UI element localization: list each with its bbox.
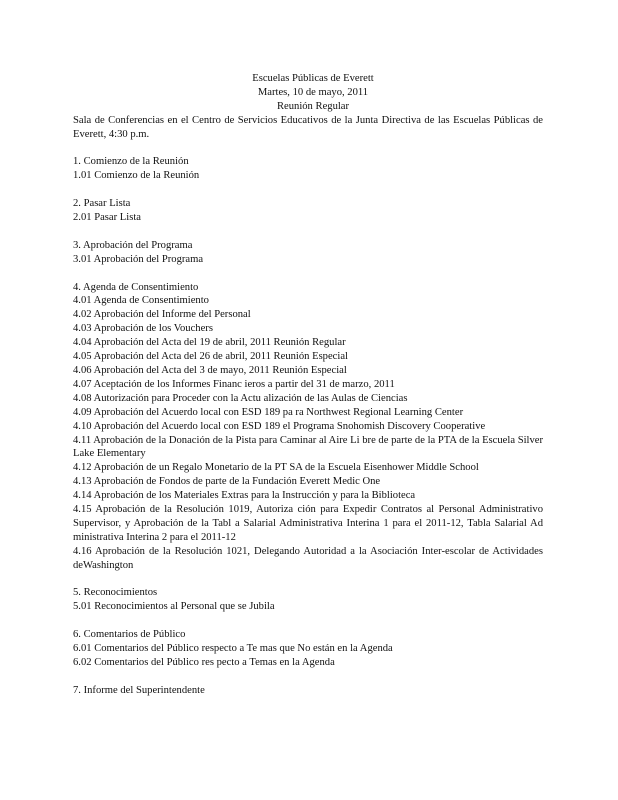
agenda-item: 4.11 Aprobación de la Donación de la Pista para Caminar al Aire Li bre de parte de la PTA de la Escuela Silver Lake Elementary bbox=[73, 434, 543, 460]
meeting-date: Martes, 10 de mayo, 2011 bbox=[257, 86, 369, 98]
section-4-title: 4. Agenda de Consentimiento bbox=[73, 281, 199, 293]
agenda-item: 3.01 Aprobación del Programa bbox=[73, 253, 204, 265]
meeting-type: Reunión Regular bbox=[276, 100, 350, 112]
agenda-item: 4.14 Aprobación de los Materiales Extras para la Instrucción y para la Biblioteca bbox=[73, 490, 416, 502]
agenda-item: 4.08 Autorización para Proceder con la Actu alización de las Aulas de Ciencias bbox=[73, 392, 408, 404]
section-7-title: 7. Informe del Superintendente bbox=[73, 684, 205, 696]
district-name: Escuelas Públicas de Everett bbox=[252, 73, 374, 84]
agenda-item: 4.12 Aprobación de un Regalo Monetario de la PT SA de la Escuela Eisenhower Middle School bbox=[73, 462, 479, 474]
agenda-item: 6.01 Comentarios del Público respecto a Te mas que No están en la Agenda bbox=[73, 643, 393, 655]
agenda-item: 2.01 Pasar Lista bbox=[73, 212, 141, 224]
section-5-title: 5. Reconocimientos bbox=[73, 587, 158, 599]
agenda-item: 1.01 Comienzo de la Reunión bbox=[73, 170, 200, 182]
agenda-item: 4.09 Aprobación del Acuerdo local con ESD 189 pa ra Northwest Regional Learning Center bbox=[73, 406, 464, 418]
meeting-location: Sala de Conferencias en el Centro de Servicios Educativos de la Junta Directiva de las Escuelas Públicas de Everett, 4:30 p.m. bbox=[73, 114, 543, 140]
agenda-item: 4.07 Aceptación de los Informes Financ ieros a partir del 31 de marzo, 2011 bbox=[73, 378, 395, 390]
agenda-document bbox=[73, 72, 543, 698]
agenda-item: 4.04 Aprobación del Acta del 19 de abril, 2011 Reunión Regular bbox=[73, 337, 346, 349]
agenda-item: 4.13 Aprobación de Fondos de parte de la Fundación Everett Medic One bbox=[73, 476, 381, 488]
section-3-title: 3. Aprobación del Programa bbox=[73, 239, 193, 251]
agenda-item: 4.05 Aprobación del Acta del 26 de abril, 2011 Reunión Especial bbox=[73, 351, 348, 363]
agenda-item: 4.10 Aprobación del Acuerdo local con ESD 189 el Programa Snohomish Discovery Cooperative bbox=[73, 420, 486, 432]
section-1-title: 1. Comienzo de la Reunión bbox=[73, 156, 189, 168]
agenda-item: 4.01 Agenda de Consentimiento bbox=[73, 295, 209, 307]
agenda-item: 5.01 Reconocimientos al Personal que se Jubila bbox=[73, 601, 275, 613]
agenda-item: 4.06 Aprobación del Acta del 3 de mayo, 2011 Reunión Especial bbox=[73, 364, 347, 376]
agenda-item: 6.02 Comentarios del Público res pecto a Temas en la Agenda bbox=[73, 656, 335, 668]
section-6-title: 6. Comentarios de Público bbox=[73, 629, 186, 641]
section-2-title: 2. Pasar Lista bbox=[73, 198, 131, 210]
agenda-item: 4.02 Aprobación del Informe del Personal bbox=[73, 309, 251, 321]
agenda-item: 4.03 Aprobación de los Vouchers bbox=[73, 323, 213, 335]
agenda-item: 4.15 Aprobación de la Resolución 1019, Autoriza ción para Expedir Contratos al Personal Administrativo Supervisor, y Aprobación de la Tabl a Salarial Administrativa Interina 1 para el 2011-12, Tabla Salarial Ad ministrativa Interina 2 para el 2011-12 bbox=[73, 504, 543, 543]
agenda-item: 4.16 Aprobación de la Resolución 1021, Delegando Autoridad a la Asociación Inter-escolar de Actividades deWashington bbox=[73, 545, 543, 571]
